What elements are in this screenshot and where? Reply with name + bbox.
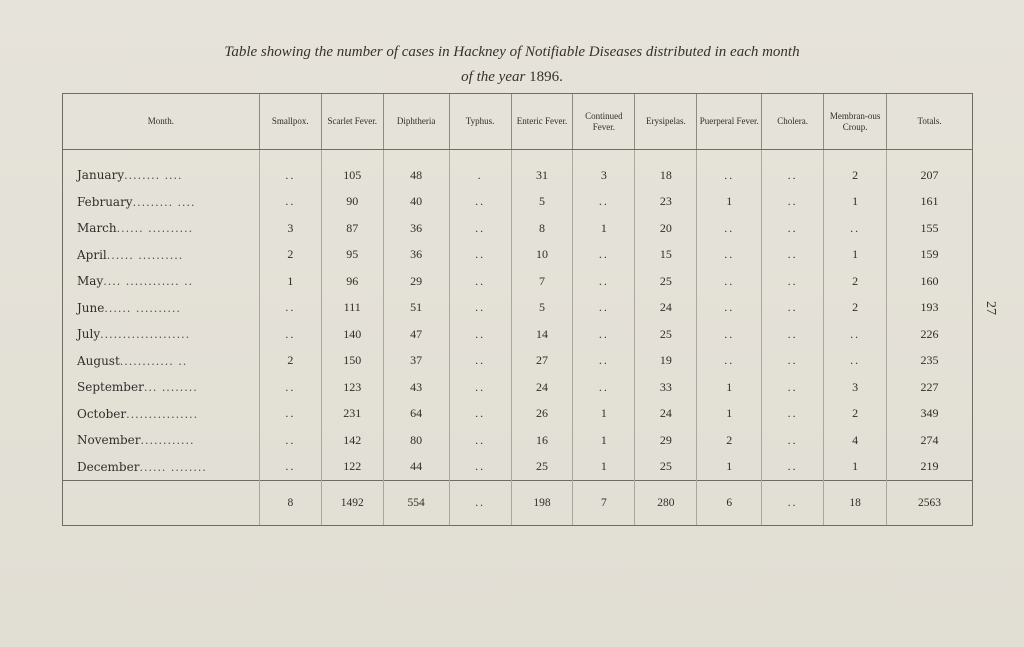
value-cell: 3 <box>259 215 321 242</box>
value-cell: 5 <box>511 295 573 322</box>
table-row <box>63 454 973 481</box>
column-header: Cholera. <box>762 94 824 150</box>
value-cell: 14 <box>511 321 573 348</box>
table-row <box>63 321 973 348</box>
value-cell: 4 <box>824 427 887 454</box>
value-cell: .. <box>697 215 762 242</box>
value-cell: .. <box>762 401 824 428</box>
value-cell: .. <box>449 189 511 216</box>
month-cell <box>63 242 260 269</box>
month-cell <box>63 348 260 375</box>
value-cell: 2 <box>259 348 321 375</box>
value-cell: 1 <box>824 454 887 481</box>
total-cell: 6 <box>697 481 762 526</box>
value-cell: 87 <box>321 215 383 242</box>
leader-dots: ......... .... <box>132 195 196 209</box>
month-name: May <box>77 274 104 289</box>
value-cell: .. <box>697 295 762 322</box>
value-cell: . <box>449 150 511 189</box>
value-cell: 36 <box>383 215 449 242</box>
leader-dots: ............ <box>140 434 195 448</box>
value-cell: .. <box>762 268 824 295</box>
leader-dots: ...... .......... <box>106 248 184 262</box>
value-cell: 64 <box>383 401 449 428</box>
value-cell: .. <box>762 321 824 348</box>
month-name: November <box>77 433 141 448</box>
table-row <box>63 150 973 189</box>
table-row <box>63 295 973 322</box>
value-cell: 1 <box>697 401 762 428</box>
value-cell: 95 <box>321 242 383 269</box>
value-cell: 140 <box>321 321 383 348</box>
value-cell: .. <box>573 295 635 322</box>
value-cell: .. <box>259 401 321 428</box>
column-header: Puerperal Fever. <box>697 94 762 150</box>
column-header: Typhus. <box>449 94 511 150</box>
value-cell: .. <box>573 268 635 295</box>
month-cell <box>63 268 260 295</box>
leader-dots: .... ............ .. <box>103 275 194 289</box>
value-cell: 16 <box>511 427 573 454</box>
value-cell: .. <box>449 401 511 428</box>
value-cell: 219 <box>887 454 973 481</box>
value-cell: 1 <box>573 454 635 481</box>
value-cell: .. <box>259 321 321 348</box>
month-cell <box>63 454 260 481</box>
value-cell: 48 <box>383 150 449 189</box>
total-cell: 554 <box>383 481 449 526</box>
value-cell: 27 <box>511 348 573 375</box>
value-cell: 19 <box>635 348 697 375</box>
value-cell: 111 <box>321 295 383 322</box>
month-name: December <box>77 459 140 474</box>
total-cell: 7 <box>573 481 635 526</box>
value-cell: .. <box>762 189 824 216</box>
value-cell: 235 <box>887 348 973 375</box>
column-header: Month. <box>63 94 260 150</box>
value-cell: 18 <box>635 150 697 189</box>
total-cell: .. <box>449 481 511 526</box>
value-cell: .. <box>449 348 511 375</box>
title-line-1: Table showing the number of cases in Hackney of Notifiable Diseases distributed in each month <box>224 44 800 60</box>
month-name: July <box>77 327 101 342</box>
value-cell: 227 <box>887 374 973 401</box>
value-cell: 15 <box>635 242 697 269</box>
table-row <box>63 348 973 375</box>
value-cell: 2 <box>824 295 887 322</box>
month-cell <box>63 427 260 454</box>
value-cell: 43 <box>383 374 449 401</box>
value-cell: .. <box>449 454 511 481</box>
value-cell: 1 <box>824 189 887 216</box>
value-cell: 2 <box>824 268 887 295</box>
value-cell: 10 <box>511 242 573 269</box>
value-cell: .. <box>697 150 762 189</box>
value-cell: 2 <box>824 150 887 189</box>
value-cell: 231 <box>321 401 383 428</box>
value-cell: 33 <box>635 374 697 401</box>
value-cell: .. <box>573 189 635 216</box>
value-cell: .. <box>573 374 635 401</box>
value-cell: 1 <box>697 189 762 216</box>
value-cell: .. <box>259 189 321 216</box>
column-header: Membran-ous Croup. <box>824 94 887 150</box>
value-cell: .. <box>824 215 887 242</box>
table-header-row <box>63 94 973 150</box>
diseases-table <box>62 93 973 526</box>
value-cell: 25 <box>635 268 697 295</box>
value-cell: 122 <box>321 454 383 481</box>
value-cell: 5 <box>511 189 573 216</box>
column-header: Totals. <box>887 94 973 150</box>
value-cell: .. <box>573 348 635 375</box>
value-cell: 24 <box>635 295 697 322</box>
total-cell: 1492 <box>321 481 383 526</box>
title-line-2-prefix: of the year <box>461 69 526 85</box>
month-cell <box>63 295 260 322</box>
leader-dots: ... ........ <box>143 381 198 395</box>
total-cell: 198 <box>511 481 573 526</box>
value-cell: 24 <box>635 401 697 428</box>
value-cell: .. <box>573 321 635 348</box>
value-cell: .. <box>449 321 511 348</box>
value-cell: 8 <box>511 215 573 242</box>
value-cell: 1 <box>573 215 635 242</box>
value-cell: 155 <box>887 215 973 242</box>
value-cell: .. <box>762 454 824 481</box>
value-cell: 161 <box>887 189 973 216</box>
value-cell: 142 <box>321 427 383 454</box>
value-cell: 1 <box>697 454 762 481</box>
value-cell: 159 <box>887 242 973 269</box>
value-cell: 20 <box>635 215 697 242</box>
value-cell: 24 <box>511 374 573 401</box>
totals-label-cell <box>63 481 260 526</box>
value-cell: 207 <box>887 150 973 189</box>
month-cell <box>63 215 260 242</box>
month-name: February <box>77 194 133 209</box>
value-cell: 51 <box>383 295 449 322</box>
table-row <box>63 242 973 269</box>
value-cell: .. <box>259 150 321 189</box>
value-cell: 2 <box>824 401 887 428</box>
leader-dots: .................... <box>100 328 191 342</box>
page-number: 27 <box>983 301 998 315</box>
value-cell: 29 <box>383 268 449 295</box>
month-cell <box>63 401 260 428</box>
table-row <box>63 215 973 242</box>
month-cell <box>63 189 260 216</box>
value-cell: .. <box>449 427 511 454</box>
value-cell: 47 <box>383 321 449 348</box>
month-name: June <box>77 300 105 315</box>
table-row <box>63 401 973 428</box>
value-cell: 36 <box>383 242 449 269</box>
total-cell: 8 <box>259 481 321 526</box>
value-cell: 105 <box>321 150 383 189</box>
value-cell: 1 <box>824 242 887 269</box>
month-name: September <box>77 380 144 395</box>
table-row <box>63 189 973 216</box>
value-cell: 3 <box>824 374 887 401</box>
leader-dots: ...... .......... <box>104 301 181 315</box>
month-cell <box>63 150 260 189</box>
value-cell: 1 <box>573 427 635 454</box>
column-header: Smallpox. <box>259 94 321 150</box>
value-cell: 226 <box>887 321 973 348</box>
value-cell: .. <box>762 295 824 322</box>
value-cell: .. <box>449 295 511 322</box>
month-cell <box>63 321 260 348</box>
value-cell: .. <box>697 268 762 295</box>
total-cell: .. <box>762 481 824 526</box>
value-cell: 26 <box>511 401 573 428</box>
column-header: Continued Fever. <box>573 94 635 150</box>
value-cell: 37 <box>383 348 449 375</box>
column-header: Diphtheria <box>383 94 449 150</box>
column-header: Enteric Fever. <box>511 94 573 150</box>
value-cell: 40 <box>383 189 449 216</box>
value-cell: 2 <box>259 242 321 269</box>
value-cell: .. <box>449 242 511 269</box>
table-body <box>63 150 973 481</box>
value-cell: 44 <box>383 454 449 481</box>
value-cell: .. <box>697 242 762 269</box>
value-cell: .. <box>762 348 824 375</box>
total-cell: 2563 <box>887 481 973 526</box>
value-cell: 31 <box>511 150 573 189</box>
value-cell: 29 <box>635 427 697 454</box>
value-cell: .. <box>762 215 824 242</box>
value-cell: .. <box>762 374 824 401</box>
value-cell: 274 <box>887 427 973 454</box>
value-cell: .. <box>573 242 635 269</box>
month-name: August <box>77 353 120 368</box>
value-cell: .. <box>449 268 511 295</box>
table-title <box>60 40 964 90</box>
total-cell: 280 <box>635 481 697 526</box>
value-cell: 123 <box>321 374 383 401</box>
value-cell: 1 <box>697 374 762 401</box>
value-cell: .. <box>449 374 511 401</box>
value-cell: .. <box>449 215 511 242</box>
value-cell: 3 <box>573 150 635 189</box>
total-cell: 18 <box>824 481 887 526</box>
table-row <box>63 374 973 401</box>
leader-dots: ........ .... <box>124 169 183 183</box>
column-header: Erysipelas. <box>635 94 697 150</box>
value-cell: 25 <box>511 454 573 481</box>
leader-dots: ...... ........ <box>139 460 207 474</box>
title-year: 1896. <box>529 69 563 85</box>
value-cell: .. <box>697 321 762 348</box>
value-cell: 2 <box>697 427 762 454</box>
value-cell: 160 <box>887 268 973 295</box>
leader-dots: ................ <box>126 407 199 421</box>
table-row <box>63 268 973 295</box>
column-header: Scarlet Fever. <box>321 94 383 150</box>
leader-dots: ...... .......... <box>116 222 194 236</box>
value-cell: .. <box>824 348 887 375</box>
value-cell: 1 <box>259 268 321 295</box>
value-cell: 7 <box>511 268 573 295</box>
month-name: March <box>77 221 117 236</box>
value-cell: 25 <box>635 454 697 481</box>
value-cell: 23 <box>635 189 697 216</box>
value-cell: 25 <box>635 321 697 348</box>
value-cell: 150 <box>321 348 383 375</box>
value-cell: 193 <box>887 295 973 322</box>
month-cell <box>63 374 260 401</box>
value-cell: .. <box>259 427 321 454</box>
value-cell: .. <box>259 374 321 401</box>
value-cell: 96 <box>321 268 383 295</box>
value-cell: .. <box>697 348 762 375</box>
value-cell: .. <box>259 295 321 322</box>
table-row <box>63 427 973 454</box>
value-cell: 1 <box>573 401 635 428</box>
month-name: January <box>77 168 125 183</box>
value-cell: .. <box>824 321 887 348</box>
value-cell: .. <box>259 454 321 481</box>
value-cell: .. <box>762 427 824 454</box>
month-name: April <box>77 247 107 262</box>
leader-dots: ............ .. <box>119 354 188 368</box>
month-name: October <box>77 406 127 421</box>
value-cell: .. <box>762 242 824 269</box>
value-cell: 349 <box>887 401 973 428</box>
value-cell: 80 <box>383 427 449 454</box>
totals-row <box>63 481 973 526</box>
value-cell: .. <box>762 150 824 189</box>
title-line-2 <box>60 65 964 90</box>
value-cell: 90 <box>321 189 383 216</box>
